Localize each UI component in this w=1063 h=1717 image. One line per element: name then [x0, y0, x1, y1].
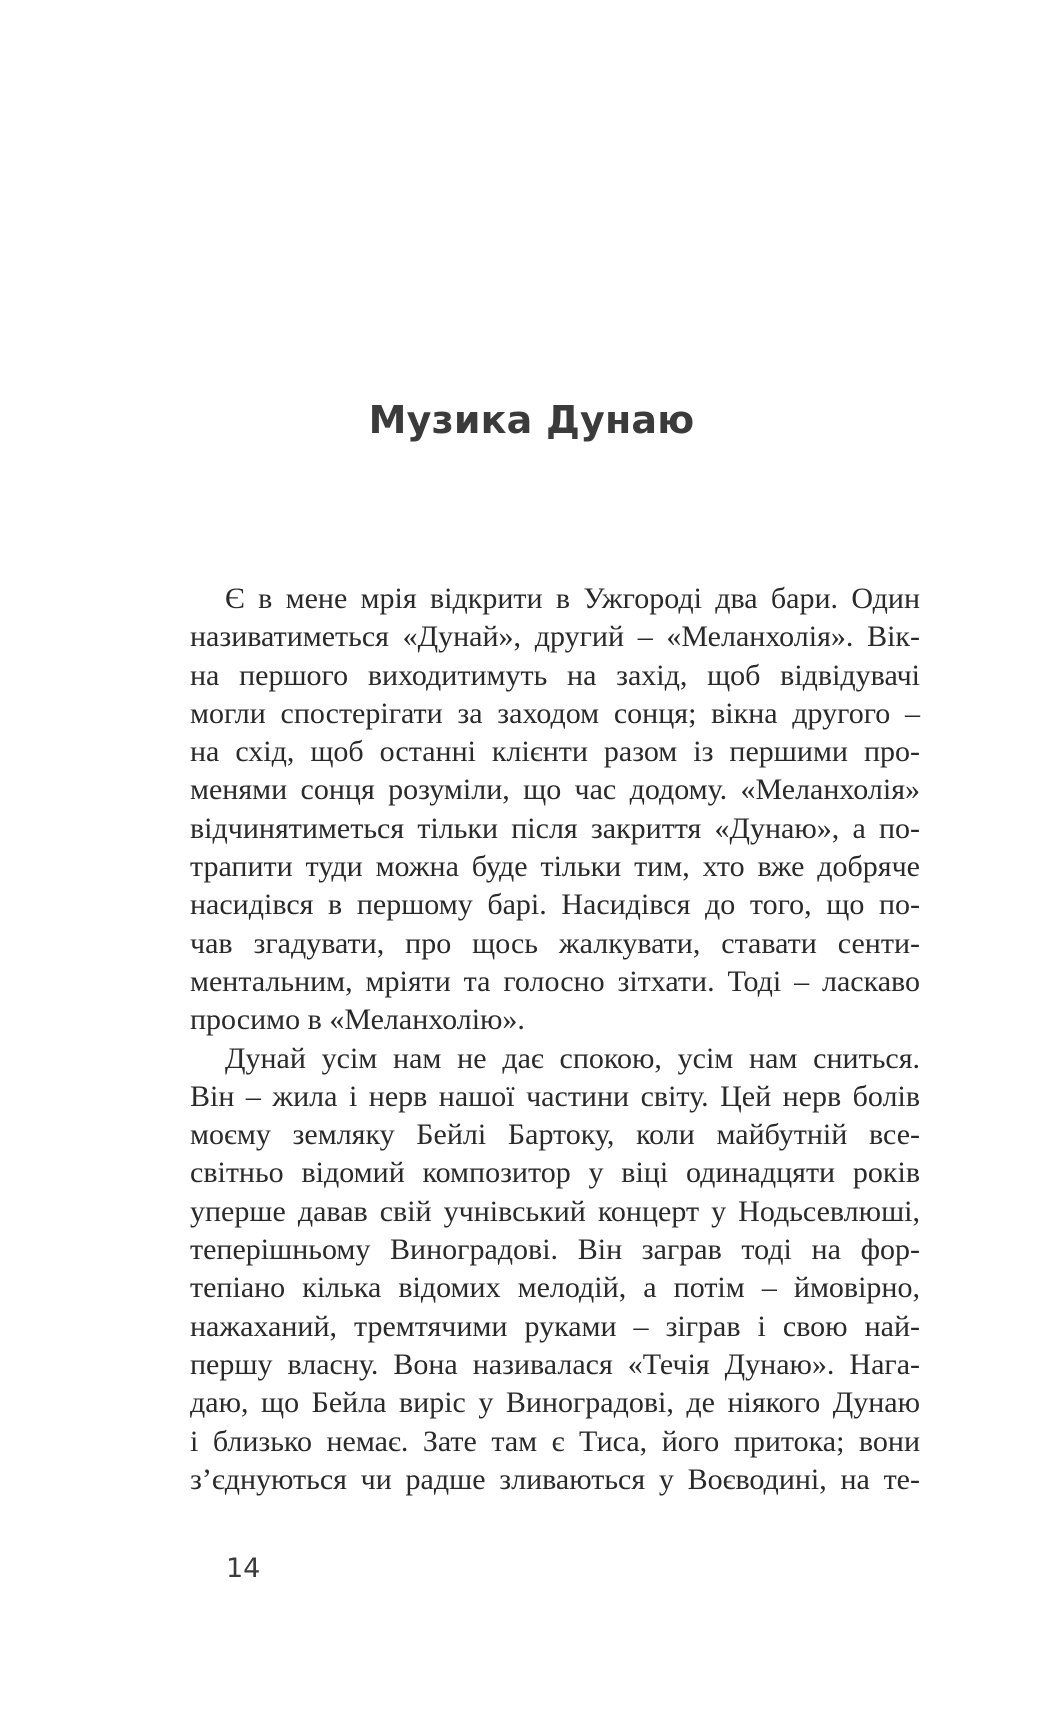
- body-text: [190, 580, 920, 1499]
- text-line: і близько немає. Зате там є Тиса, його притока; вони: [190, 1424, 920, 1458]
- text-line: на схід, щоб останні клієнти разом із першими про-: [190, 735, 920, 769]
- text-line: ментальним, мріяти та голосно зітхати. Тоді – ласкаво: [190, 964, 920, 998]
- text-line: даю, що Бейла виріс у Виноградові, де ніякого Дунаю: [190, 1386, 920, 1420]
- text-line: теперішньому Виноградові. Він заграв тоді на фор-: [190, 1233, 920, 1267]
- text-line: насидівся в першому барі. Насидівся до того, що по-: [190, 888, 920, 922]
- text-line: просимо в «Меланхолію».: [190, 1003, 525, 1037]
- paragraph-1: [190, 580, 920, 1040]
- text-line: Є в мене мрія відкрити в Ужгороді два бари. Один: [225, 582, 920, 615]
- text-line: першу власну. Вона називалася «Течія Дунаю». Нага-: [190, 1347, 920, 1381]
- text-line: на першого виходитимуть на захід, щоб відвідувачі: [190, 658, 920, 692]
- text-line: відчинятиметься тільки після закриття «Дунаю», а по-: [190, 811, 920, 845]
- page-number: 14: [226, 1553, 261, 1584]
- text-line: Дунай усім нам не дає спокою, усім нам сниться.: [225, 1041, 920, 1075]
- text-line: уперше давав свій учнівський концерт у Нодьсевлюші,: [190, 1194, 920, 1228]
- text-line: називатиметься «Дунай», другий – «Меланхолія». Вік-: [190, 620, 920, 654]
- paragraph-2: [190, 1040, 920, 1500]
- chapter-title: Музика Дунаю: [368, 398, 695, 442]
- text-line: менями сонця розуміли, що час додому. «Меланхолія»: [190, 773, 920, 807]
- text-line: моєму земляку Бейлі Бартоку, коли майбутній все-: [190, 1118, 920, 1152]
- text-line: чав згадувати, про щось жалкувати, ставати сенти-: [190, 926, 920, 960]
- text-line: тепіано кілька відомих мелодій, а потім – ймовірно,: [190, 1271, 920, 1305]
- text-line: нажаханий, тремтячими руками – зіграв і свою най-: [190, 1309, 920, 1343]
- text-line: трапити туди можна буде тільки тим, хто вже добряче: [190, 850, 920, 884]
- text-line: світньо відомий композитор у віці одинадцяти років: [190, 1156, 920, 1190]
- text-line: Він – жила і нерв нашої частини світу. Цей нерв болів: [190, 1079, 920, 1113]
- text-line: з’єднуються чи радше зливаються у Воєводині, на те-: [190, 1462, 920, 1496]
- text-line: могли спостерігати за заходом сонця; вікна другого –: [190, 696, 920, 730]
